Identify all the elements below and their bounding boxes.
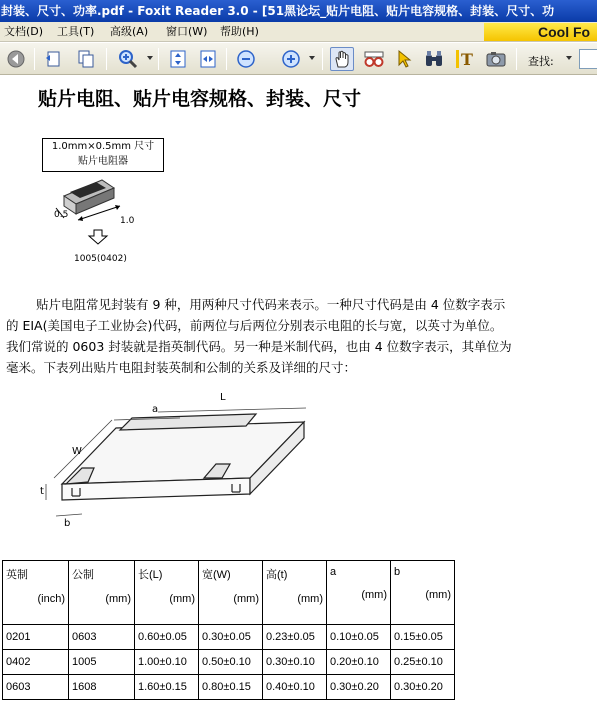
table-cell: 0402: [3, 650, 69, 675]
zoom-in-button[interactable]: [116, 47, 140, 71]
back-icon: [6, 49, 26, 69]
resistor-size-table: [2, 560, 455, 700]
table-cell: 0.20±0.10: [327, 650, 391, 675]
select-tool-button[interactable]: [392, 47, 416, 71]
menu-tools[interactable]: 工具(T): [57, 25, 95, 38]
table-cell: 0.30±0.20: [391, 675, 455, 700]
table-cell: 0.30±0.10: [263, 650, 327, 675]
zoom-dropdown[interactable]: [309, 56, 315, 60]
fit-width-icon: [198, 49, 218, 69]
table-header-cell: 长(L) (mm): [135, 561, 199, 625]
window-title-bar: [0, 0, 597, 22]
table-cell: 0.30±0.05: [199, 625, 263, 650]
back-button[interactable]: [4, 47, 28, 71]
hand-icon: [332, 49, 352, 69]
find-options-dropdown[interactable]: [566, 56, 572, 60]
svg-text:T: T: [461, 50, 473, 69]
document-title: 贴片电阻、贴片电容规格、封装、尺寸: [38, 88, 362, 110]
resistor-dimension-drawing: [36, 398, 316, 548]
table-row: [3, 675, 455, 700]
table-cell: 0.30±0.20: [327, 675, 391, 700]
snapshot-button[interactable]: [484, 47, 508, 71]
paragraph-line: 贴片电阻常见封装有 9 种，用两种尺寸代码来表示。一种尺寸代码是由 4 位数字表示: [36, 297, 506, 312]
text-tool-button[interactable]: [454, 47, 478, 71]
table-cell: 1.60±0.15: [135, 675, 199, 700]
table-row: [3, 650, 455, 675]
glasses-icon: [363, 49, 385, 69]
table-header-cell: 英制 (inch): [3, 561, 69, 625]
table-header-cell: a (mm): [327, 561, 391, 625]
table-header-cell: 高(t) (mm): [263, 561, 327, 625]
table-cell: 0.25±0.10: [391, 650, 455, 675]
zoom-in-dropdown[interactable]: [147, 56, 153, 60]
zoom-plus-icon: [281, 49, 301, 69]
table-cell: 0603: [3, 675, 69, 700]
page-icon: [44, 49, 64, 69]
hand-tool-button[interactable]: [330, 47, 354, 71]
reading-tool-button[interactable]: [362, 47, 386, 71]
figure2-label-a: a: [152, 404, 159, 415]
snapshot-icon: [485, 49, 507, 69]
table-cell: 0.10±0.05: [327, 625, 391, 650]
paragraph-line: 的 EIA(美国电子工业协会)代码，前两位与后两位分别表示电阻的长与宽，以英寸为单位。: [6, 318, 503, 333]
table-cell: 0.60±0.05: [135, 625, 199, 650]
table-cell: 0201: [3, 625, 69, 650]
menu-advanced[interactable]: 高级(A): [110, 25, 149, 38]
resistor-size-figure: [36, 134, 172, 276]
zoom-in-icon: [117, 48, 139, 70]
figure1-label-line2: 贴片电阻器: [78, 156, 128, 167]
table-header-cell: 公制 (mm): [69, 561, 135, 625]
page-button[interactable]: [42, 47, 66, 71]
zoom-plus-button[interactable]: [279, 47, 303, 71]
zoom-out-icon: [236, 49, 256, 69]
fit-width-button[interactable]: [196, 47, 220, 71]
table-cell: 0603: [69, 625, 135, 650]
select-arrow-icon: [394, 49, 414, 69]
menu-window[interactable]: 窗口(W): [166, 25, 208, 38]
binoculars-icon: [423, 49, 445, 69]
table-cell: 1005: [69, 650, 135, 675]
resistor-dimension-figure: [36, 392, 316, 552]
figure1-label-line1: 1.0mm×0.5mm 尺寸: [51, 141, 155, 152]
figure2-label-b: b: [64, 518, 71, 529]
text-select-icon: [455, 48, 477, 70]
menu-document[interactable]: 文档(D): [4, 25, 44, 38]
table-header-row: [3, 561, 455, 625]
window-title: 封装、尺寸、功率.pdf - Foxit Reader 3.0 - [51黑论坛_贴片电阻、贴片电容规格、封装、尺寸、功: [1, 4, 555, 18]
paragraph-line: 毫米。下表列出贴片电阻封装英制和公制的关系及详细的尺寸：: [6, 360, 357, 375]
copy-page-icon: [76, 49, 96, 69]
copy-page-button[interactable]: [74, 47, 98, 71]
table-header-cell: b (mm): [391, 561, 455, 625]
figure1-code: 1005(0402): [74, 254, 127, 264]
table-cell: 0.40±0.10: [263, 675, 327, 700]
zoom-out-button[interactable]: [234, 47, 258, 71]
fit-page-button[interactable]: [166, 47, 190, 71]
cool-banner-text: Cool Fo: [538, 24, 591, 40]
find-input[interactable]: [579, 49, 597, 69]
table-cell: 1608: [69, 675, 135, 700]
figure1-dim-width: 0.5: [54, 210, 69, 220]
table-cell: 0.80±0.15: [199, 675, 263, 700]
table-cell: 0.50±0.10: [199, 650, 263, 675]
table-cell: 0.23±0.05: [263, 625, 327, 650]
figure2-label-t: t: [40, 486, 44, 497]
paragraph-line: 我们常说的 0603 封装就是指英制代码。另一种是米制代码，也由 4 位数字表示，其单位为: [6, 339, 512, 354]
figure1-dim-length: 1.0: [120, 216, 135, 226]
toolbar: [0, 43, 597, 75]
table-row: [3, 625, 455, 650]
find-tool-button[interactable]: [422, 47, 446, 71]
intro-paragraph: [6, 294, 566, 378]
figure2-label-L: L: [220, 392, 226, 403]
figure2-label-W: W: [72, 446, 82, 457]
document-page[interactable]: [0, 76, 597, 704]
table-header-cell: 宽(W) (mm): [199, 561, 263, 625]
fit-page-icon: [168, 49, 188, 69]
menu-help[interactable]: 帮助(H): [220, 25, 259, 38]
table-cell: 1.00±0.10: [135, 650, 199, 675]
table-cell: 0.15±0.05: [391, 625, 455, 650]
cool-banner[interactable]: [484, 23, 597, 41]
find-label: 查找:: [528, 55, 554, 68]
